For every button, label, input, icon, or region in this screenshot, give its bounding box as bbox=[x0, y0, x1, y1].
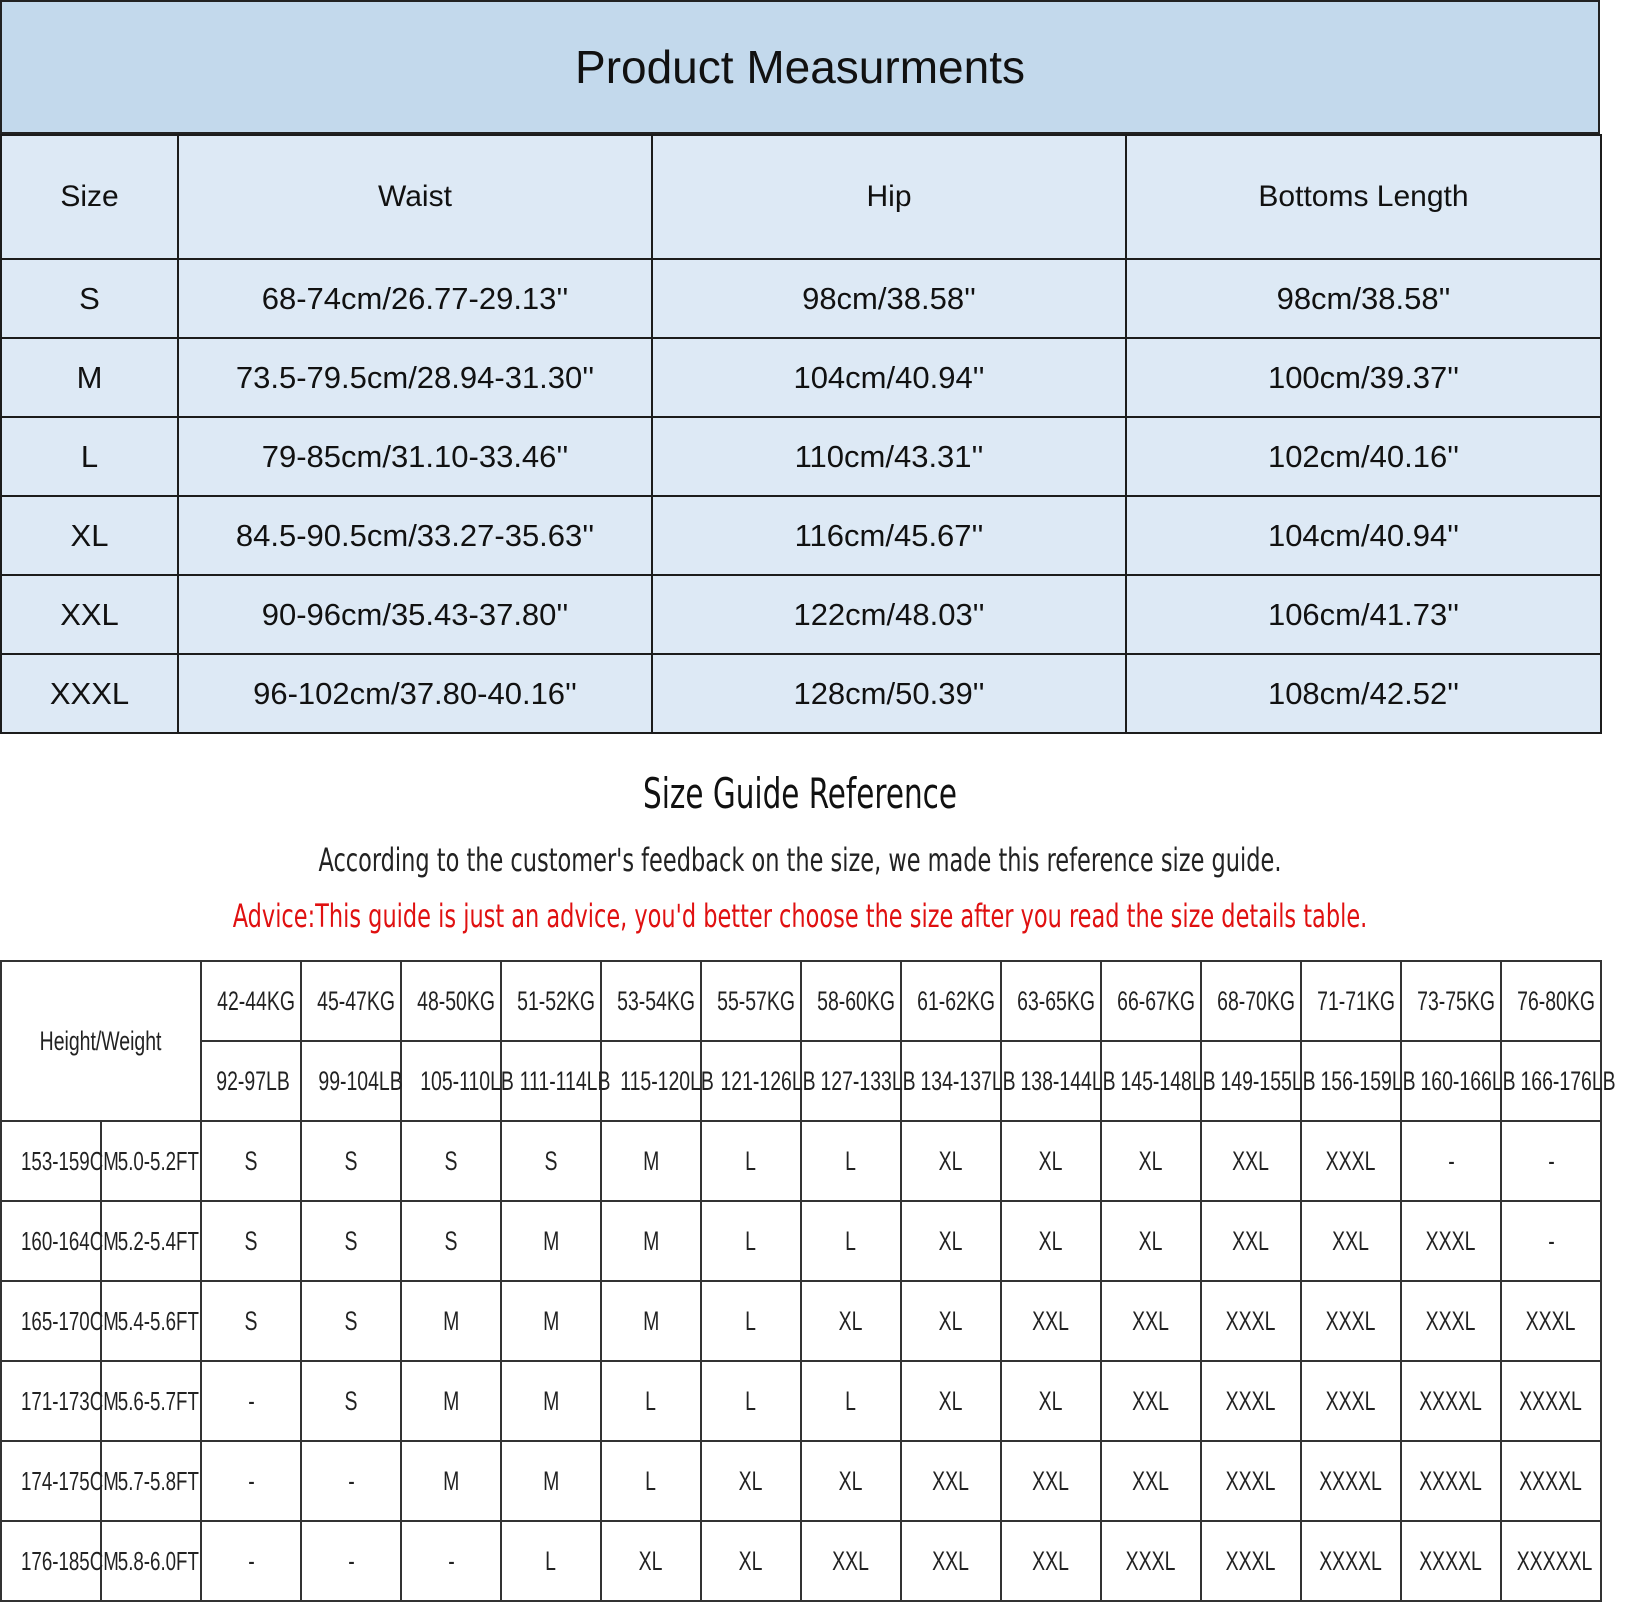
recommended-size-label: XL bbox=[1139, 1145, 1163, 1176]
weight-kg-cell bbox=[801, 961, 901, 1041]
recommended-size-label: S bbox=[244, 1145, 258, 1176]
bottoms-length-cell: 106cm/41.73'' bbox=[1126, 575, 1601, 654]
weight-kg-label: 45-47KG bbox=[317, 985, 395, 1016]
recommended-size-cell bbox=[1501, 1361, 1601, 1441]
weight-kg-cell bbox=[1101, 961, 1201, 1041]
waist-cell: 90-96cm/35.43-37.80'' bbox=[178, 575, 652, 654]
recommended-size-cell bbox=[1101, 1121, 1201, 1201]
recommended-size-cell bbox=[1001, 1521, 1101, 1601]
recommended-size-cell bbox=[701, 1121, 801, 1201]
recommended-size-label: XXXXL bbox=[1419, 1465, 1483, 1496]
weight-lb-label: 166-176LB bbox=[1520, 1065, 1616, 1096]
height-cm-label: 174-175CM bbox=[21, 1465, 119, 1496]
weight-lb-label: 127-133LB bbox=[820, 1065, 916, 1096]
recommended-size-label: XL bbox=[839, 1305, 863, 1336]
weight-kg-label: 58-60KG bbox=[817, 985, 895, 1016]
recommended-size-label: - bbox=[1447, 1145, 1455, 1176]
weight-lb-label: 149-155LB bbox=[1220, 1065, 1316, 1096]
weight-kg-label: 51-52KG bbox=[517, 985, 595, 1016]
recommended-size-cell bbox=[701, 1441, 801, 1521]
recommended-size-label: XXXXL bbox=[1419, 1385, 1483, 1416]
height-cm-label: 171-173CM bbox=[21, 1385, 119, 1416]
recommended-size-label: XXL bbox=[1132, 1305, 1170, 1336]
recommended-size-label: XXL bbox=[1032, 1545, 1070, 1576]
weight-kg-cell bbox=[1401, 961, 1501, 1041]
recommended-size-label: M bbox=[542, 1385, 560, 1416]
recommended-size-cell bbox=[301, 1441, 401, 1521]
recommended-size-label: S bbox=[444, 1145, 458, 1176]
recommended-size-label: XXXXXL bbox=[1516, 1545, 1593, 1576]
weight-kg-label: 73-75KG bbox=[1417, 985, 1495, 1016]
recommended-size-label: XXXL bbox=[1226, 1545, 1276, 1576]
recommended-size-label: M bbox=[642, 1305, 660, 1336]
measurements-row bbox=[1, 654, 1601, 733]
hip-cell: 104cm/40.94'' bbox=[652, 338, 1126, 417]
recommended-size-cell bbox=[301, 1281, 401, 1361]
recommended-size-label: M bbox=[642, 1145, 660, 1176]
size-guide-title: Size Guide Reference bbox=[642, 769, 957, 818]
weight-kg-cell bbox=[501, 961, 601, 1041]
height-weight-corner bbox=[1, 961, 201, 1121]
height-ft-label: 5.6-5.7FT bbox=[117, 1385, 199, 1416]
weight-lb-cell bbox=[1301, 1041, 1416, 1121]
weight-kg-label: 76-80KG bbox=[1517, 985, 1595, 1016]
recommended-size-label: XL bbox=[939, 1145, 963, 1176]
recommended-size-cell bbox=[301, 1201, 401, 1281]
recommended-size-cell bbox=[601, 1121, 701, 1201]
recommended-size-label: M bbox=[542, 1305, 560, 1336]
weight-lb-cell bbox=[1401, 1041, 1516, 1121]
recommended-size-cell bbox=[901, 1521, 1001, 1601]
weight-kg-cell bbox=[201, 961, 301, 1041]
recommended-size-cell bbox=[201, 1201, 301, 1281]
recommended-size-label: XXL bbox=[1232, 1145, 1270, 1176]
recommended-size-cell bbox=[1101, 1361, 1201, 1441]
height-row bbox=[1, 1441, 1601, 1521]
recommended-size-cell bbox=[401, 1441, 501, 1521]
recommended-size-label: S bbox=[344, 1145, 358, 1176]
recommended-size-cell bbox=[901, 1201, 1001, 1281]
recommended-size-label: - bbox=[1547, 1225, 1555, 1256]
recommended-size-cell bbox=[701, 1361, 801, 1441]
weight-kg-cell bbox=[601, 961, 701, 1041]
recommended-size-cell bbox=[901, 1361, 1001, 1441]
recommended-size-cell bbox=[301, 1121, 401, 1201]
height-cm-cell bbox=[1, 1281, 119, 1361]
height-row bbox=[1, 1521, 1601, 1601]
recommended-size-label: XXL bbox=[1232, 1225, 1270, 1256]
height-cm-label: 160-164CM bbox=[21, 1225, 119, 1256]
height-ft-label: 5.8-6.0FT bbox=[117, 1545, 199, 1576]
weight-kg-cell bbox=[701, 961, 801, 1041]
recommended-size-cell bbox=[801, 1121, 901, 1201]
weight-kg-row bbox=[1, 961, 1601, 1041]
recommended-size-label: XXXL bbox=[1326, 1385, 1376, 1416]
recommended-size-cell bbox=[501, 1521, 601, 1601]
weight-kg-label: 68-70KG bbox=[1217, 985, 1295, 1016]
weight-kg-label: 71-71KG bbox=[1317, 985, 1395, 1016]
weight-lb-cell bbox=[801, 1041, 916, 1121]
bottoms-length-cell: 108cm/42.52'' bbox=[1126, 654, 1601, 733]
recommended-size-label: XL bbox=[839, 1465, 863, 1496]
recommended-size-cell bbox=[201, 1441, 301, 1521]
recommended-size-cell bbox=[901, 1441, 1001, 1521]
recommended-size-label: XL bbox=[739, 1465, 763, 1496]
measurements-row bbox=[1, 575, 1601, 654]
recommended-size-label: - bbox=[247, 1545, 255, 1576]
recommended-size-cell bbox=[601, 1201, 701, 1281]
weight-lb-label: 99-104LB bbox=[318, 1065, 403, 1096]
hip-cell: 128cm/50.39'' bbox=[652, 654, 1126, 733]
header-size: Size bbox=[1, 135, 178, 259]
recommended-size-cell bbox=[1401, 1281, 1501, 1361]
bottoms-length-cell: 98cm/38.58'' bbox=[1126, 259, 1601, 338]
recommended-size-cell bbox=[401, 1281, 501, 1361]
height-cm-label: 165-170CM bbox=[21, 1305, 119, 1336]
recommended-size-cell bbox=[501, 1441, 601, 1521]
bottoms-length-cell: 102cm/40.16'' bbox=[1126, 417, 1601, 496]
height-weight-label: Height/Weight bbox=[40, 1025, 162, 1056]
recommended-size-cell bbox=[801, 1441, 901, 1521]
hip-cell: 122cm/48.03'' bbox=[652, 575, 1126, 654]
recommended-size-cell bbox=[601, 1281, 701, 1361]
recommended-size-label: M bbox=[442, 1465, 460, 1496]
height-cm-cell bbox=[1, 1121, 119, 1201]
recommended-size-label: XXXL bbox=[1426, 1305, 1476, 1336]
recommended-size-label: S bbox=[344, 1225, 358, 1256]
weight-kg-cell bbox=[401, 961, 501, 1041]
recommended-size-label: - bbox=[247, 1385, 255, 1416]
weight-kg-cell bbox=[301, 961, 401, 1041]
weight-lb-label: 138-144LB bbox=[1020, 1065, 1116, 1096]
recommended-size-cell bbox=[401, 1361, 501, 1441]
recommended-size-label: S bbox=[344, 1305, 358, 1336]
header-hip: Hip bbox=[652, 135, 1126, 259]
measurements-row bbox=[1, 496, 1601, 575]
height-row bbox=[1, 1201, 1601, 1281]
recommended-size-label: XXL bbox=[1132, 1465, 1170, 1496]
height-cm-cell bbox=[1, 1441, 119, 1521]
recommended-size-label: XXL bbox=[932, 1545, 970, 1576]
recommended-size-label: XXXL bbox=[1126, 1545, 1176, 1576]
recommended-size-label: XXXL bbox=[1426, 1225, 1476, 1256]
measurements-row bbox=[1, 417, 1601, 496]
recommended-size-cell bbox=[501, 1281, 601, 1361]
recommended-size-cell bbox=[501, 1361, 601, 1441]
weight-lb-cell bbox=[901, 1041, 1016, 1121]
recommended-size-cell bbox=[1501, 1441, 1601, 1521]
recommended-size-cell bbox=[301, 1521, 401, 1601]
weight-lb-label: 156-159LB bbox=[1320, 1065, 1416, 1096]
recommended-size-label: XXXXL bbox=[1519, 1385, 1583, 1416]
recommended-size-cell bbox=[1201, 1201, 1301, 1281]
recommended-size-label: XL bbox=[1139, 1225, 1163, 1256]
recommended-size-cell bbox=[1201, 1521, 1301, 1601]
recommended-size-cell bbox=[1101, 1201, 1201, 1281]
recommended-size-cell bbox=[1401, 1521, 1501, 1601]
hip-cell: 110cm/43.31'' bbox=[652, 417, 1126, 496]
weight-kg-cell bbox=[901, 961, 1001, 1041]
weight-kg-cell bbox=[1001, 961, 1101, 1041]
header-bottoms-length: Bottoms Length bbox=[1126, 135, 1601, 259]
weight-lb-cell bbox=[401, 1041, 514, 1121]
weight-lb-cell bbox=[301, 1041, 401, 1121]
weight-kg-label: 42-44KG bbox=[217, 985, 295, 1016]
size-cell: S bbox=[1, 259, 178, 338]
recommended-size-cell bbox=[1401, 1441, 1501, 1521]
size-guide-description: According to the customer's feedback on the size, we made this reference size guide. bbox=[318, 841, 1282, 879]
bottoms-length-cell: 104cm/40.94'' bbox=[1126, 496, 1601, 575]
recommended-size-label: L bbox=[745, 1145, 757, 1176]
measurements-table bbox=[0, 134, 1602, 734]
recommended-size-label: XL bbox=[639, 1545, 663, 1576]
recommended-size-label: S bbox=[444, 1225, 458, 1256]
recommended-size-cell bbox=[801, 1361, 901, 1441]
recommended-size-label: M bbox=[442, 1385, 460, 1416]
weight-lb-cell bbox=[1201, 1041, 1316, 1121]
recommended-size-label: S bbox=[244, 1305, 258, 1336]
recommended-size-cell bbox=[601, 1361, 701, 1441]
recommended-size-cell bbox=[1001, 1361, 1101, 1441]
recommended-size-cell bbox=[1001, 1441, 1101, 1521]
recommended-size-cell bbox=[1301, 1441, 1401, 1521]
recommended-size-label: XXXL bbox=[1226, 1385, 1276, 1416]
bottoms-length-cell: 100cm/39.37'' bbox=[1126, 338, 1601, 417]
recommended-size-label: XL bbox=[1039, 1385, 1063, 1416]
recommended-size-label: XL bbox=[1039, 1145, 1063, 1176]
recommended-size-label: XXXXL bbox=[1419, 1545, 1483, 1576]
weight-lb-label: 92-97LB bbox=[216, 1065, 290, 1096]
recommended-size-label: XXXL bbox=[1326, 1145, 1376, 1176]
recommended-size-cell bbox=[1401, 1361, 1501, 1441]
recommended-size-label: XXXXL bbox=[1319, 1545, 1383, 1576]
waist-cell: 68-74cm/26.77-29.13'' bbox=[178, 259, 652, 338]
recommended-size-cell bbox=[401, 1121, 501, 1201]
weight-lb-cell bbox=[601, 1041, 714, 1121]
recommended-size-label: XXL bbox=[1132, 1385, 1170, 1416]
recommended-size-cell bbox=[201, 1361, 301, 1441]
recommended-size-cell bbox=[1401, 1121, 1501, 1201]
recommended-size-label: - bbox=[347, 1545, 355, 1576]
height-cm-cell bbox=[1, 1201, 119, 1281]
recommended-size-label: L bbox=[845, 1385, 857, 1416]
height-ft-label: 5.0-5.2FT bbox=[117, 1145, 199, 1176]
size-cell: XL bbox=[1, 496, 178, 575]
weight-kg-label: 48-50KG bbox=[417, 985, 495, 1016]
recommended-size-label: L bbox=[545, 1545, 557, 1576]
header-waist: Waist bbox=[178, 135, 652, 259]
measurements-title: Product Measurments bbox=[0, 0, 1600, 134]
recommended-size-label: XL bbox=[939, 1225, 963, 1256]
recommended-size-label: M bbox=[542, 1465, 560, 1496]
recommended-size-cell bbox=[701, 1281, 801, 1361]
size-guide-advice: Advice:This guide is just an advice, you'd better choose the size after you read the size details table. bbox=[232, 897, 1368, 935]
recommended-size-cell bbox=[801, 1521, 901, 1601]
recommended-size-label: - bbox=[1547, 1145, 1555, 1176]
weight-lb-cell bbox=[701, 1041, 816, 1121]
height-ft-label: 5.7-5.8FT bbox=[117, 1465, 199, 1496]
recommended-size-cell bbox=[1001, 1281, 1101, 1361]
recommended-size-cell bbox=[701, 1521, 801, 1601]
size-cell: M bbox=[1, 338, 178, 417]
recommended-size-cell bbox=[901, 1281, 1001, 1361]
recommended-size-cell bbox=[1401, 1201, 1501, 1281]
weight-lb-label: 121-126LB bbox=[720, 1065, 816, 1096]
recommended-size-label: L bbox=[745, 1225, 757, 1256]
recommended-size-cell bbox=[601, 1441, 701, 1521]
weight-kg-label: 55-57KG bbox=[717, 985, 795, 1016]
recommended-size-cell bbox=[1201, 1121, 1301, 1201]
recommended-size-label: M bbox=[642, 1225, 660, 1256]
recommended-size-label: XXL bbox=[1332, 1225, 1370, 1256]
recommended-size-cell bbox=[1201, 1441, 1301, 1521]
height-row bbox=[1, 1281, 1601, 1361]
recommended-size-cell bbox=[1101, 1441, 1201, 1521]
recommended-size-label: XXXL bbox=[1226, 1465, 1276, 1496]
recommended-size-cell bbox=[601, 1521, 701, 1601]
size-cell: XXL bbox=[1, 575, 178, 654]
height-cm-label: 176-185CM bbox=[21, 1545, 119, 1576]
weight-lb-label: 160-166LB bbox=[1420, 1065, 1516, 1096]
recommended-size-cell bbox=[1201, 1281, 1301, 1361]
recommended-size-label: XXXL bbox=[1326, 1305, 1376, 1336]
recommended-size-label: - bbox=[447, 1545, 455, 1576]
recommended-size-label: XL bbox=[939, 1385, 963, 1416]
recommended-size-cell bbox=[201, 1121, 301, 1201]
recommended-size-cell bbox=[701, 1201, 801, 1281]
weight-lb-label: 134-137LB bbox=[920, 1065, 1016, 1096]
recommended-size-cell bbox=[401, 1201, 501, 1281]
recommended-size-cell bbox=[201, 1521, 301, 1601]
recommended-size-cell bbox=[1301, 1201, 1401, 1281]
waist-cell: 96-102cm/37.80-40.16'' bbox=[178, 654, 652, 733]
height-cm-cell bbox=[1, 1521, 119, 1601]
recommended-size-label: M bbox=[542, 1225, 560, 1256]
recommended-size-label: XXL bbox=[1032, 1305, 1070, 1336]
recommended-size-label: XXXL bbox=[1526, 1305, 1576, 1336]
recommended-size-label: S bbox=[244, 1225, 258, 1256]
height-cm-cell bbox=[1, 1361, 119, 1441]
recommended-size-cell bbox=[1001, 1201, 1101, 1281]
recommended-size-label: - bbox=[347, 1465, 355, 1496]
recommended-size-label: L bbox=[645, 1465, 657, 1496]
waist-cell: 73.5-79.5cm/28.94-31.30'' bbox=[178, 338, 652, 417]
recommended-size-label: XL bbox=[739, 1545, 763, 1576]
recommended-size-label: S bbox=[344, 1385, 358, 1416]
weight-kg-label: 53-54KG bbox=[617, 985, 695, 1016]
recommended-size-cell bbox=[801, 1281, 901, 1361]
size-cell: XXXL bbox=[1, 654, 178, 733]
measurements-row bbox=[1, 338, 1601, 417]
recommended-size-label: XL bbox=[939, 1305, 963, 1336]
weight-lb-cell bbox=[1101, 1041, 1216, 1121]
recommended-size-cell bbox=[1301, 1281, 1401, 1361]
recommended-size-label: L bbox=[645, 1385, 657, 1416]
waist-cell: 84.5-90.5cm/33.27-35.63'' bbox=[178, 496, 652, 575]
weight-kg-cell bbox=[1501, 961, 1601, 1041]
recommended-size-label: XXXXL bbox=[1319, 1465, 1383, 1496]
recommended-size-label: L bbox=[845, 1225, 857, 1256]
weight-lb-cell bbox=[201, 1041, 301, 1121]
weight-lb-cell bbox=[501, 1041, 611, 1121]
recommended-size-label: XXL bbox=[832, 1545, 870, 1576]
weight-lb-label: 145-148LB bbox=[1120, 1065, 1216, 1096]
height-ft-label: 5.4-5.6FT bbox=[117, 1305, 199, 1336]
recommended-size-label: S bbox=[544, 1145, 558, 1176]
size-guide-header bbox=[0, 745, 1600, 960]
weight-kg-cell bbox=[1301, 961, 1401, 1041]
recommended-size-label: XXXL bbox=[1226, 1305, 1276, 1336]
recommended-size-cell bbox=[1001, 1121, 1101, 1201]
weight-kg-label: 66-67KG bbox=[1117, 985, 1195, 1016]
weight-kg-label: 63-65KG bbox=[1017, 985, 1095, 1016]
hip-cell: 98cm/38.58'' bbox=[652, 259, 1126, 338]
height-row bbox=[1, 1121, 1601, 1201]
weight-lb-cell bbox=[1001, 1041, 1116, 1121]
recommended-size-label: M bbox=[442, 1305, 460, 1336]
weight-lb-label: 111-114LB bbox=[519, 1065, 611, 1096]
weight-lb-row bbox=[1, 1041, 1601, 1121]
recommended-size-label: XXL bbox=[932, 1465, 970, 1496]
height-cm-label: 153-159CM bbox=[21, 1145, 119, 1176]
recommended-size-cell bbox=[1101, 1521, 1201, 1601]
recommended-size-cell bbox=[1201, 1361, 1301, 1441]
recommended-size-label: L bbox=[845, 1145, 857, 1176]
size-guide-table bbox=[0, 960, 1616, 1602]
recommended-size-label: L bbox=[745, 1385, 757, 1416]
weight-kg-label: 61-62KG bbox=[917, 985, 995, 1016]
recommended-size-cell bbox=[1101, 1281, 1201, 1361]
waist-cell: 79-85cm/31.10-33.46'' bbox=[178, 417, 652, 496]
recommended-size-label: XXXXL bbox=[1519, 1465, 1583, 1496]
weight-kg-cell bbox=[1201, 961, 1301, 1041]
hip-cell: 116cm/45.67'' bbox=[652, 496, 1126, 575]
recommended-size-cell bbox=[501, 1121, 601, 1201]
recommended-size-label: - bbox=[247, 1465, 255, 1496]
recommended-size-cell bbox=[1301, 1361, 1401, 1441]
recommended-size-cell bbox=[1501, 1521, 1601, 1601]
weight-lb-cell bbox=[1501, 1041, 1616, 1121]
recommended-size-cell bbox=[1301, 1121, 1401, 1201]
recommended-size-cell bbox=[1501, 1121, 1601, 1201]
recommended-size-cell bbox=[1501, 1201, 1601, 1281]
size-cell: L bbox=[1, 417, 178, 496]
recommended-size-cell bbox=[1301, 1521, 1401, 1601]
recommended-size-cell bbox=[901, 1121, 1001, 1201]
recommended-size-cell bbox=[1501, 1281, 1601, 1361]
measurements-header-row bbox=[1, 135, 1601, 259]
recommended-size-label: L bbox=[745, 1305, 757, 1336]
height-ft-label: 5.2-5.4FT bbox=[117, 1225, 199, 1256]
recommended-size-cell bbox=[301, 1361, 401, 1441]
recommended-size-cell bbox=[201, 1281, 301, 1361]
weight-lb-label: 115-120LB bbox=[620, 1065, 714, 1096]
recommended-size-cell bbox=[401, 1521, 501, 1601]
recommended-size-cell bbox=[501, 1201, 601, 1281]
recommended-size-label: XXL bbox=[1032, 1465, 1070, 1496]
height-row bbox=[1, 1361, 1601, 1441]
measurements-row bbox=[1, 259, 1601, 338]
recommended-size-label: XL bbox=[1039, 1225, 1063, 1256]
weight-lb-label: 105-110LB bbox=[420, 1065, 514, 1096]
recommended-size-cell bbox=[801, 1201, 901, 1281]
